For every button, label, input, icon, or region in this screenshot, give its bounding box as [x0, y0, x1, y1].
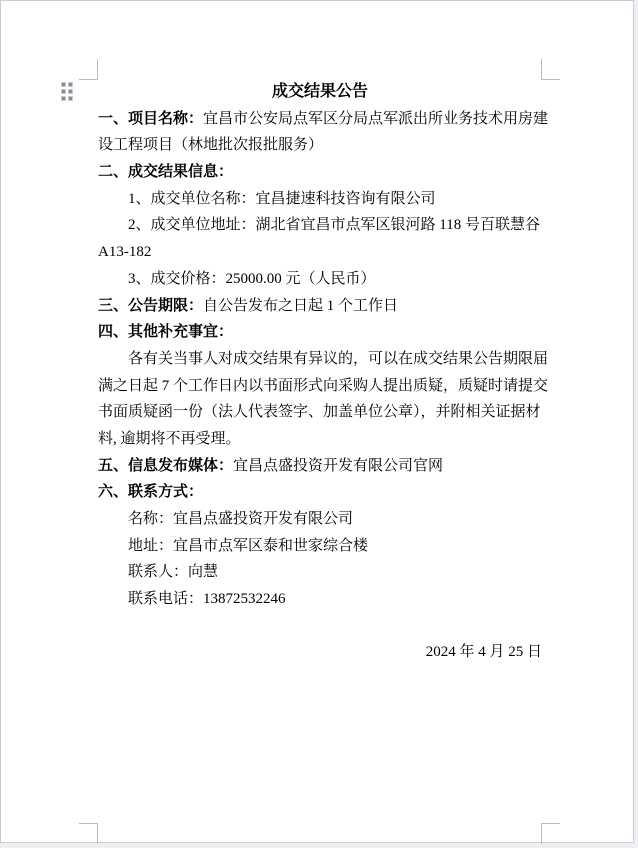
doc-line	[98, 533, 542, 560]
handle-dot	[62, 97, 65, 100]
handle-dot	[62, 90, 65, 93]
doc-line-bold-label: 五、信息发布媒体：	[98, 457, 234, 474]
doc-line	[98, 132, 542, 159]
doc-line-text: 1、成交单位名称：宜昌捷速科技咨询有限公司	[128, 190, 436, 207]
doc-line	[98, 453, 542, 480]
doc-line	[98, 346, 549, 373]
margin-crop-mark-top-right	[541, 59, 560, 80]
doc-line	[98, 426, 542, 453]
doc-line-text: 各有关当事人对成交结果有异议的，可以在成交结果公告期限届	[128, 350, 549, 367]
doc-line	[98, 266, 542, 293]
doc-line-text: 料, 逾期将不再受理。	[98, 430, 241, 447]
doc-line-text: 设工程项目（林地批次报批服务）	[98, 137, 324, 154]
doc-line	[98, 613, 542, 640]
doc-line	[98, 479, 542, 506]
doc-line-text: 名称：宜昌点盛投资开发有限公司	[128, 511, 354, 527]
doc-line-text: 2、成交单位地址：湖北省宜昌市点军区银河路 118 号百联慧谷	[128, 217, 540, 234]
doc-line	[98, 319, 542, 346]
handle-dot	[62, 83, 65, 86]
doc-line-bold-label: 三、公告期限：	[98, 297, 204, 314]
document-body	[98, 106, 549, 666]
doc-line	[98, 586, 542, 613]
doc-line	[98, 639, 542, 666]
doc-line	[98, 559, 542, 586]
document-title: 成交结果公告	[271, 83, 368, 100]
doc-line	[98, 373, 549, 400]
doc-line-text: 2024 年 4 月 25 日	[425, 644, 542, 661]
doc-line-bold-label: 六、联系方式：	[98, 484, 204, 501]
margin-crop-mark-bottom-left	[79, 823, 98, 844]
doc-line-text: 满之日起 7 个工作日内以书面形式向采购人提出质疑，质疑时请提交	[98, 377, 549, 394]
doc-line	[98, 212, 542, 239]
margin-crop-mark-bottom-right	[541, 823, 560, 844]
doc-line	[98, 399, 542, 426]
doc-line-text: 联系人：向慧	[128, 564, 219, 581]
drag-handle-dots[interactable]	[62, 83, 72, 100]
doc-line-text: 自公告发布之日起 1 个工作日	[203, 297, 399, 314]
doc-line	[98, 293, 542, 320]
doc-line-bold-label: 一、项目名称：	[98, 110, 204, 127]
doc-line-text: 宜昌点盛投资开发有限公司官网	[233, 457, 444, 474]
doc-line-text: 联系电话：13872532246	[128, 591, 286, 608]
handle-dot	[69, 97, 72, 100]
doc-line-bold-label: 四、其他补充事宜：	[98, 324, 234, 341]
doc-line-text: 宜昌市公安局点军区分局点军派出所业务技术用房建	[203, 110, 549, 127]
doc-line-text: 书面质疑函一份（法人代表签字、加盖单位公章），并附相关证据材	[98, 404, 541, 421]
doc-line	[98, 159, 542, 186]
margin-crop-mark-top-left	[79, 59, 98, 80]
doc-line-text: 3、成交价格：25000.00 元（人民币）	[128, 270, 376, 287]
doc-line	[98, 186, 542, 213]
handle-dot	[69, 90, 72, 93]
doc-line	[98, 106, 549, 133]
doc-line	[98, 506, 542, 533]
doc-line-text: 地址：宜昌市点军区泰和世家综合楼	[128, 537, 369, 554]
document-content	[98, 79, 549, 666]
handle-dot	[69, 83, 72, 86]
doc-line-text: A13-182	[98, 244, 152, 261]
doc-line-bold-label: 二、成交结果信息：	[98, 164, 234, 181]
doc-line	[98, 239, 542, 266]
